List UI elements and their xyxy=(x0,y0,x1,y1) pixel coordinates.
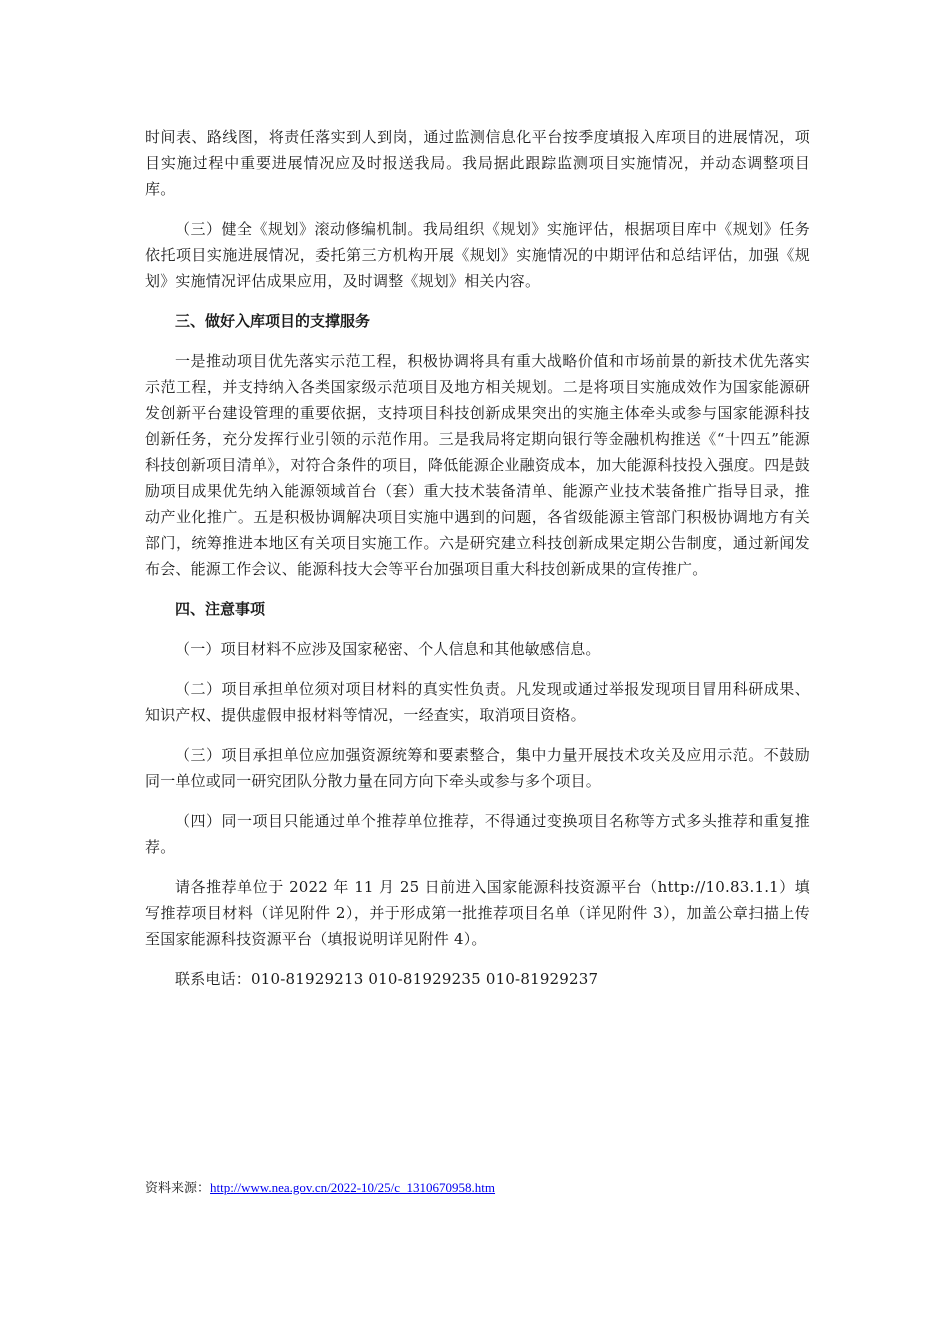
source-label: 资料来源： xyxy=(145,1180,211,1195)
paragraph-note-1: （一）项目材料不应涉及国家秘密、个人信息和其他敏感信息。 xyxy=(175,640,601,658)
source-line xyxy=(145,1178,495,1198)
paragraph-note-3: （三）项目承担单位应加强资源统筹和要素整合，集中力量开展技术攻关及应用示范。不鼓励同一单位或同一研究团队分散力量在同方向下牵头或参与多个项目。 xyxy=(145,746,810,790)
paragraph-note-2: （二）项目承担单位须对项目材料的真实性负责。凡发现或通过举报发现项目冒用科研成果、知识产权、提供虚假申报材料等情况，一经查实，取消项目资格。 xyxy=(145,680,810,724)
source-link[interactable]: http://www.nea.gov.cn/2022-10/25/c_1310670958.htm xyxy=(210,1180,496,1195)
paragraph-support-measures: 一是推动项目优先落实示范工程，积极协调将具有重大战略价值和市场前景的新技术优先落实示范工程，并支持纳入各类国家级示范项目及地方相关规划。二是将项目实施成效作为国家能源研发创新平台建设管理的重要依据，支持项目科技创新成果突出的实施主体牵头或参与国家能源科技创新任务，充分发挥行业引领的示范作用。三是我局将定期向银行等金融机构推送《“十四五”能源科技创新项目清单》，对符合条件的项目，降低能源企业融资成本，加大能源科技投入强度。四是鼓励项目成果优先纳入能源领域首台（套）重大技术装备清单、能源产业技术装备推广指导目录，推动产业化推广。五是积极协调解决项目实施中遇到的问题，各省级能源主管部门积极协调地方有关部门，统筹推进本地区有关项目实施工作。六是研究建立科技创新成果定期公告制度，通过新闻发布会、能源工作会议、能源科技大会等平台加强项目重大科技创新成果的宣传推广。 xyxy=(145,352,810,578)
paragraph-contact-phone: 联系电话：010-81929213 010-81929235 010-81929237 xyxy=(175,970,599,988)
paragraph-plan-revision: （三）健全《规划》滚动修编机制。我局组织《规划》实施评估，根据项目库中《规划》任务依托项目实施进展情况，委托第三方机构开展《规划》实施情况的中期评估和总结评估，加强《规划》实施情况评估成果应用，及时调整《规划》相关内容。 xyxy=(145,220,810,290)
section-heading-notes: 四、注意事项 xyxy=(175,600,266,618)
document-body xyxy=(145,124,810,1006)
section-heading-support-services: 三、做好入库项目的支撑服务 xyxy=(175,312,371,330)
paragraph-note-4: （四）同一项目只能通过单个推荐单位推荐，不得通过变换项目名称等方式多头推荐和重复推荐。 xyxy=(145,812,810,856)
paragraph-progress-reporting: 时间表、路线图，将责任落实到人到岗，通过监测信息化平台按季度填报入库项目的进展情况，项目实施过程中重要进展情况应及时报送我局。我局据此跟踪监测项目实施情况，并动态调整项目库。 xyxy=(145,128,810,198)
paragraph-submission-deadline: 请各推荐单位于 2022 年 11 月 25 日前进入国家能源科技资源平台（http://10.83.1.1）填写推荐项目材料（详见附件 2），并于形成第一批推荐项目名单（详见附件 3），加盖公章扫描上传至国家能源科技资源平台（填报说明详见附件 4）。 xyxy=(145,878,810,948)
